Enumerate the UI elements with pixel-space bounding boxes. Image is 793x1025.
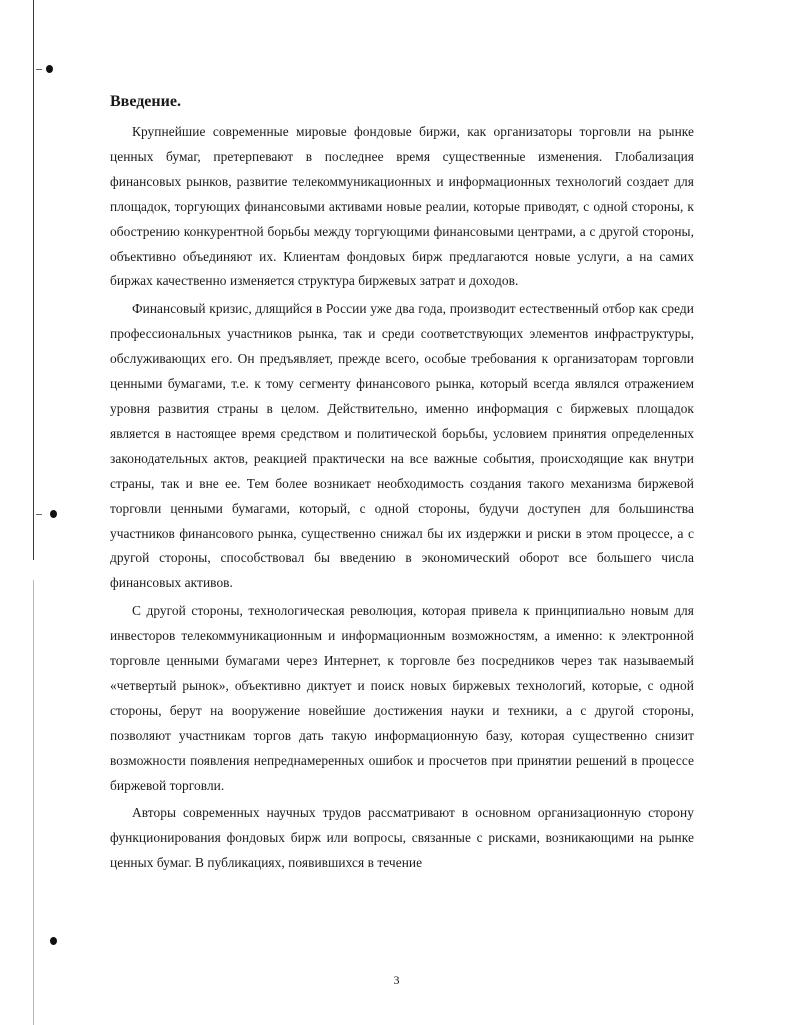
punch-hole-icon	[50, 937, 57, 945]
scan-tick-mark	[36, 69, 42, 70]
punch-hole-icon	[46, 65, 53, 73]
punch-hole-icon	[50, 510, 57, 518]
paragraph-3: С другой стороны, технологическая революция, которая привела к принципиально новым для инвесторов телекоммуникационным и информационным возможностям, а именно: к электронной торговле ценными бумагами через Интернет, к торговле без посредников через так называемый «четвертый рынок», объективно диктует и поиск новых биржевых технологий, которые, с одной стороны, берут на вооружение новейшие достижения науки и техники, а с другой стороны, позволяют участникам торгов дать такую информационную базу, которая существенно снизит возможности появления непреднамеренных ошибок и просчетов при принятии решений в процессе биржевой торговли.	[110, 603, 694, 793]
scan-border-line-lower	[33, 580, 34, 1025]
paragraph-1: Крупнейшие современные мировые фондовые биржи, как организаторы торговли на рынке ценных бумаг, претерпевают в последнее время существенные изменения. Глобализация финансовых рынков, развитие телекоммуникационных и информационных технологий создает для площадок, торгующих финансовыми активами новые реалии, которые приводят, с одной стороны, к обострению конкурентной борьбы между торгующими финансовыми центрами, а с другой стороны, объективно объединяют их. Клиентам фондовых бирж предлагаются новые услуги, а на самих биржах качественно изменяется структура биржевых затрат и доходов.	[110, 124, 694, 289]
page-number: 3	[393, 973, 400, 987]
paragraph-4: Авторы современных научных трудов рассматривают в основном организационную сторону функционирования фондовых бирж или вопросы, связанные с рисками, возникающими на рынке ценных бумаг. В публикациях, появившихся в течение	[110, 805, 694, 871]
scan-border-line	[33, 0, 34, 560]
section-heading: Введение.	[110, 93, 181, 110]
paragraph-2: Финансовый кризис, длящийся в России уже два года, производит естественный отбор как среди профессиональных участников рынка, так и среди соответствующих элементов инфраструктуры, обслуживающих его. Он предъявляет, прежде всего, особые требования к организаторам торговли ценными бумагами, т.е. к тому сегменту финансового рынка, который всегда являлся отражением уровня развития страны в целом. Действительно, именно информация с биржевых площадок является в настоящее время средством и политической борьбы, условием принятия определенных законодательных актов, реакцией практически на все важные события, происходящие как внутри страны, так и вне ее. Тем более возникает необходимость создания такого механизма биржевой торговли ценными бумагами, который, с одной стороны, будучи доступен для большинства участников финансового рынка, существенно снижал бы их издержки и риски в этом процессе, а с другой стороны, способствовал бы введению в экономический оборот все большего числа финансовых активов.	[110, 301, 694, 591]
scan-tick-mark	[36, 514, 42, 515]
document-body	[110, 92, 694, 876]
